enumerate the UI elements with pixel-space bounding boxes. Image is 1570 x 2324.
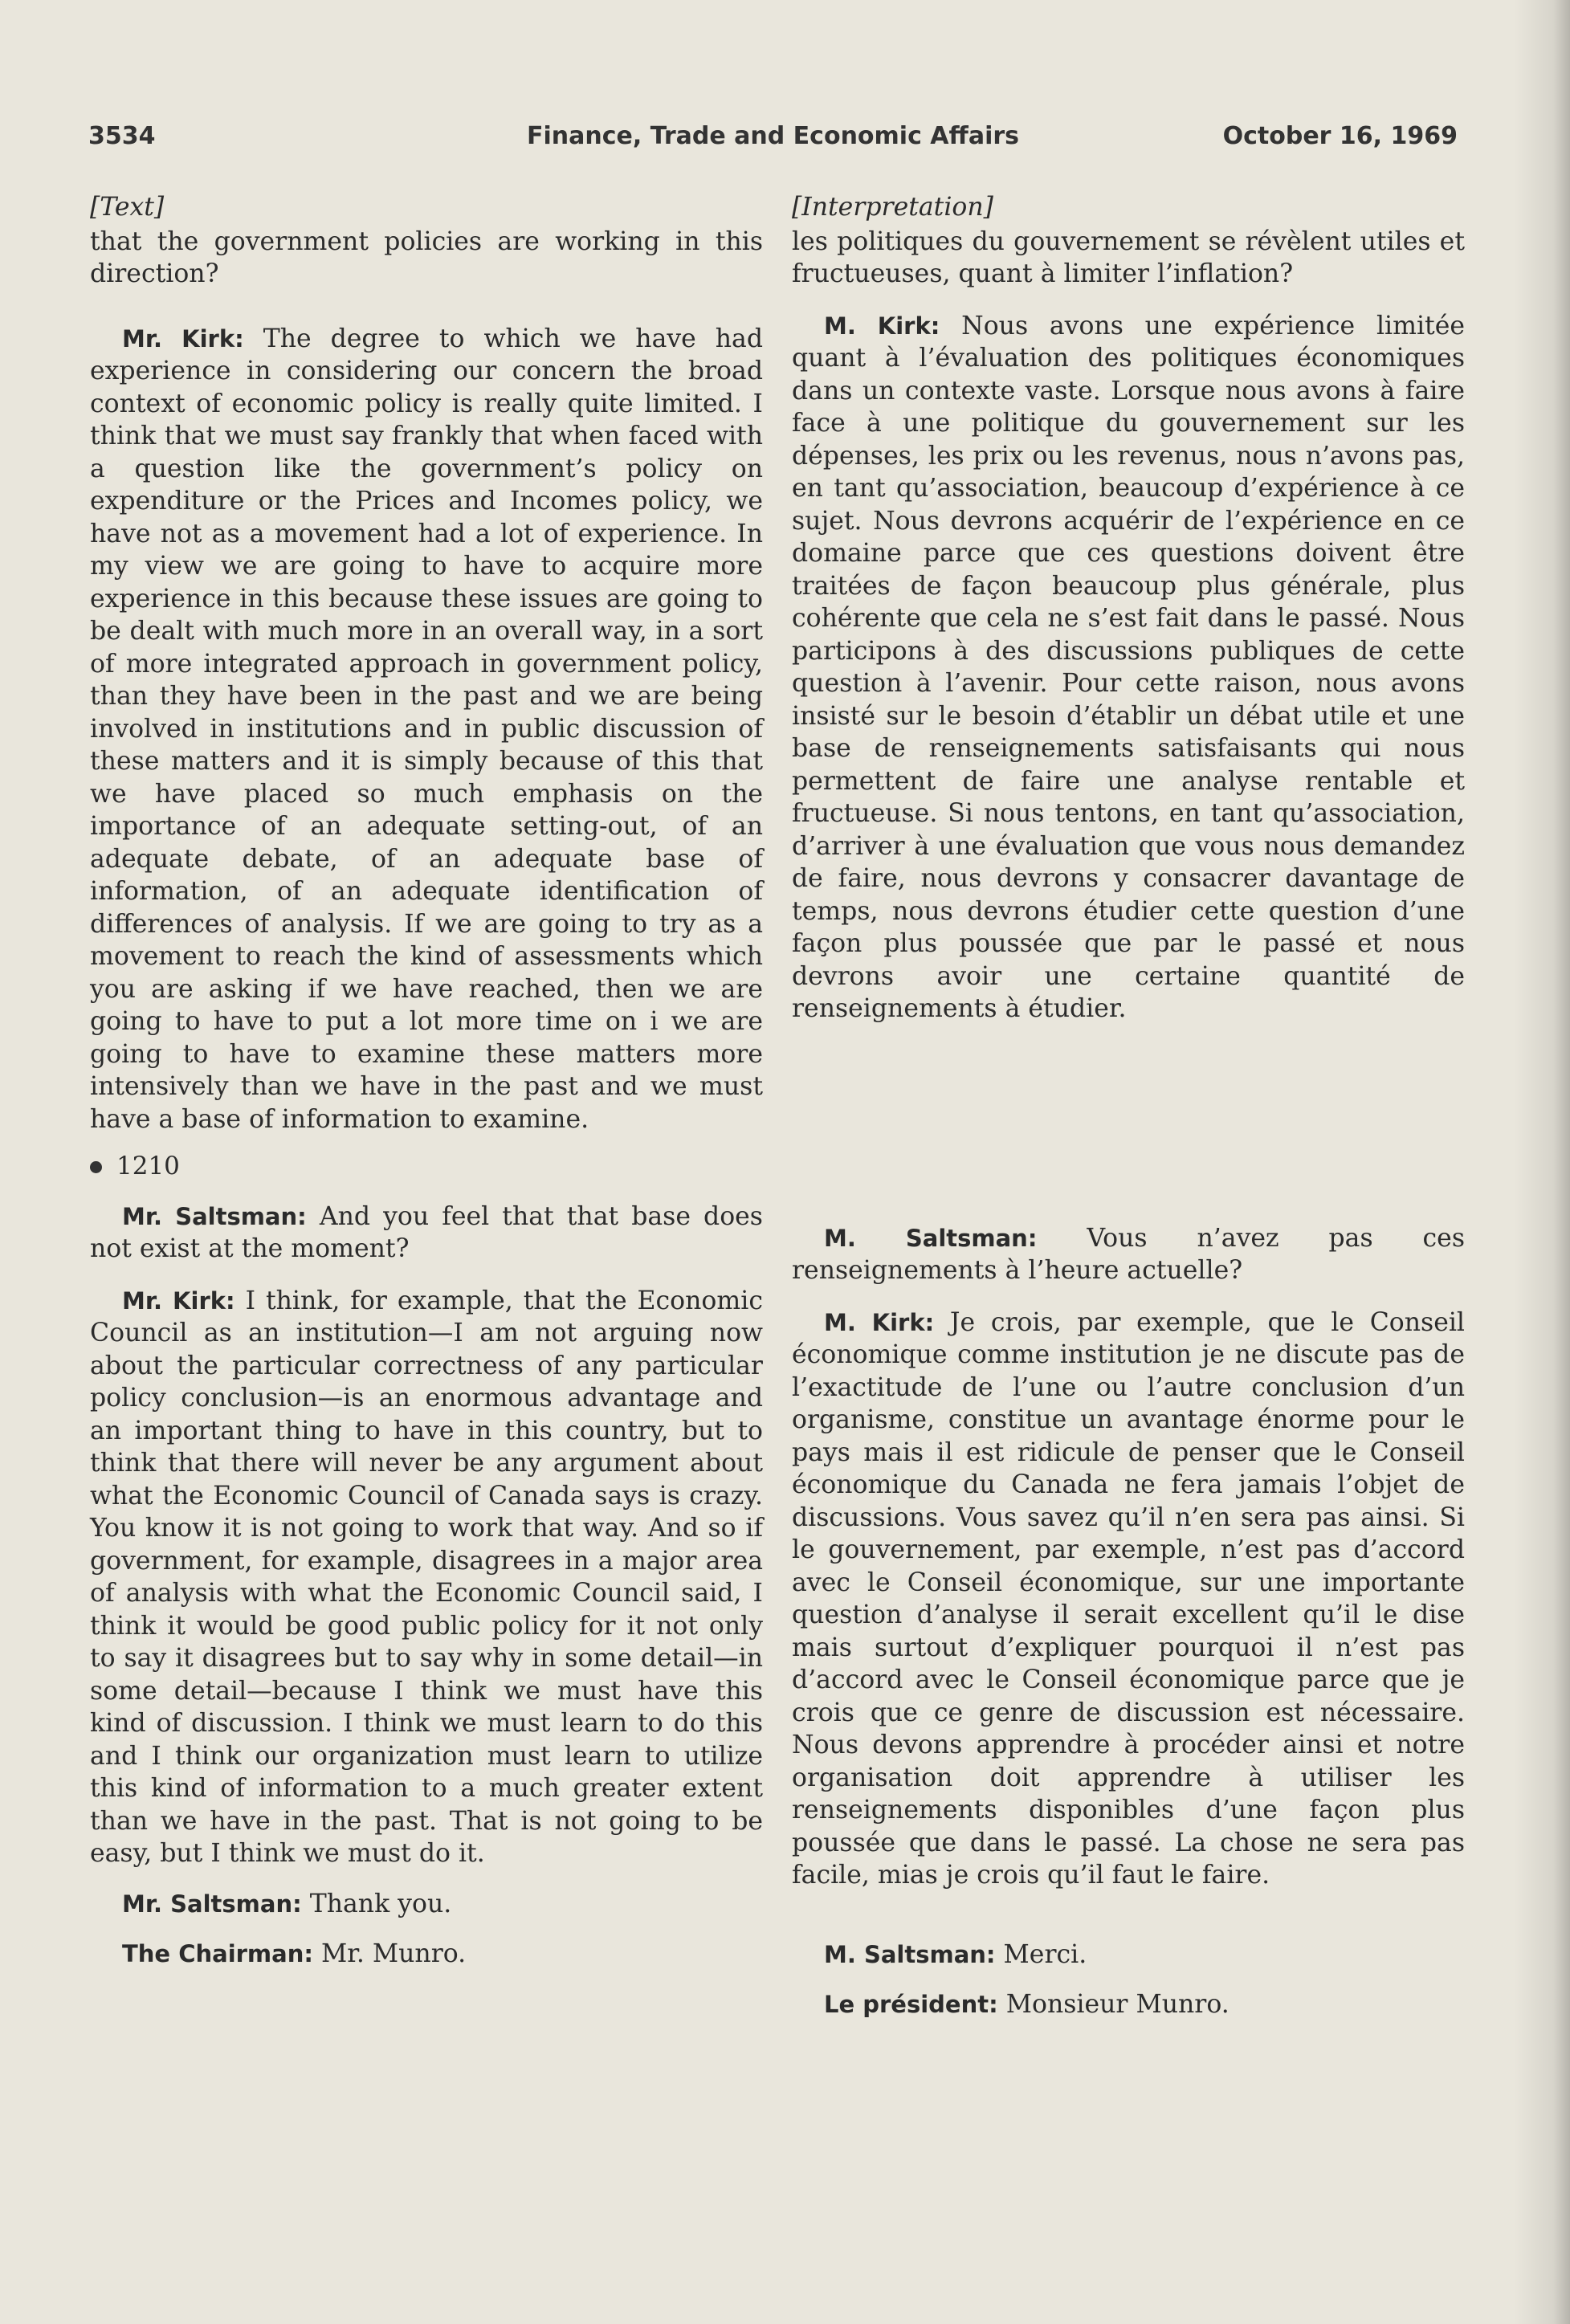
- speaker-name: Mr. Kirk:: [122, 324, 244, 353]
- french-column: [792, 191, 1465, 2021]
- speaker-name: Mr. Kirk:: [122, 1286, 235, 1315]
- time-marker-text: 1210: [116, 1152, 180, 1180]
- speech-saltsman-2: [792, 1939, 1465, 1971]
- speech-kirk-1: [90, 323, 763, 1136]
- speech-text: Monsieur Munro.: [1005, 1990, 1229, 2019]
- header-date: October 16, 1969: [1222, 122, 1458, 150]
- speaker-name: M. Kirk:: [824, 312, 940, 340]
- speech-saltsman-1: [90, 1201, 763, 1266]
- speaker-name: M. Kirk:: [824, 1308, 935, 1336]
- speech-text: And you feel that that base does not exist at the moment?: [90, 1201, 763, 1263]
- speaker-name: The Chairman:: [122, 1940, 313, 1967]
- speech-chairman: [792, 1988, 1465, 2021]
- speech-kirk-1: [792, 310, 1465, 1025]
- english-column: [90, 191, 763, 1971]
- bullet-icon: [90, 1161, 102, 1173]
- speech-kirk-2: [792, 1307, 1465, 1892]
- intro-paragraph: that the government policies are working in this direction?: [90, 226, 763, 288]
- speech-text: Thank you.: [309, 1889, 452, 1918]
- speaker-name: Mr. Saltsman:: [122, 1202, 307, 1230]
- page-edge-shadow: [1514, 0, 1570, 2324]
- speech-text: I think, for example, that the Economic Council as an institution—I am not arguing now about the particular correctness of any particular policy conclusion—is an enormous advantage and an important thing to have in this country, but to think that there will never be any argument about what the Economic Council of Canada says is crazy. You know it is not going to work that way. And so if government, for example, disagrees in a major area of analysis with what the Economic Council said, I think it would be good public policy for it not only to say it disagrees but to say why in some detail—in some detail—because I think we must have this kind of discussion. I think we must learn to do this and I think our organization must learn to utilize this kind of information to a much greater extent than we have in the past. That is not going to be easy, but I think we must do it.: [90, 1286, 763, 1868]
- speech-text: Nous avons une expérience limitée quant à l’évaluation des politiques économiques dans un contexte vaste. Lorsque nous avons à faire face à une politique du gouvernement sur les dépenses, les prix ou les revenus, nous n’avons pas, en tant qu’association, beaucoup d’expérience à ce sujet. Nous devrons acquérir de l’expérience en ce domaine parce que ces questions doivent être traitées de façon beaucoup plus générale, plus cohérente que cela ne s’est fait dans le passé. Nous participons à des discussions publiques de cette question à l’avenir. Pour cette raison, nous avons insisté sur le besoin d’établir un débat utile et une base de renseignements satisfaisants qui nous permettent de faire une analyse rentable et fructueuse. Si nous tentons, en tant qu’association, d’arriver à une évaluation que vous nous demandez de faire, nous devrons y consacrer davantage de temps, nous devrons étudier cette question d’une façon plus poussée que par le passé et nous devrons avoir une certaine quantité de renseignements à étudier.: [792, 311, 1465, 1023]
- page-number: 3534: [88, 122, 156, 150]
- speech-text: Vous n’avez pas ces renseignements à l’heure actuelle?: [792, 1223, 1465, 1285]
- speech-kirk-2: [90, 1285, 763, 1870]
- time-marker: [90, 1150, 763, 1183]
- speaker-name: M. Saltsman:: [824, 1224, 1038, 1252]
- speech-text: Merci.: [1003, 1939, 1087, 1969]
- column-label: [Text]: [90, 193, 165, 222]
- column-label: [Interpretation]: [792, 193, 993, 222]
- intro-paragraph: les politiques du gouvernement se révèlent utiles et fructueuses, quant à limiter l’inflation?: [792, 226, 1465, 288]
- speech-saltsman-1: [792, 1222, 1465, 1287]
- speaker-name: M. Saltsman:: [824, 1940, 996, 1968]
- speech-saltsman-2: [90, 1888, 763, 1921]
- speech-chairman: [90, 1938, 763, 1971]
- speech-text: The degree to which we have had experience in considering our concern the broad context of economic policy is really quite limited. I think that we must say frankly that when faced with a question like the government’s policy on expenditure or the Prices and Incomes policy, we have not as a movement had a lot of experience. In my view we are going to have to acquire more experience in this because these issues are going to be dealt with much more in an overall way, in a sort of more integrated approach in government policy, than they have been in the past and we are being involved in institutions and in public discussion of these matters and it is simply because of this that we have placed so much emphasis on the importance of an adequate setting-out, of an adequate debate, of an adequate base of information, of an adequate identification of differences of analysis. If we are going to try as a movement to reach the kind of assessments which you are asking if we have reached, then we are going to have to put a lot more time on i we are going to have to examine these matters more intensively than we have in the past and we must have a base of information to examine.: [90, 324, 763, 1134]
- speaker-name: Mr. Saltsman:: [122, 1890, 302, 1918]
- running-title: Finance, Trade and Economic Affairs: [526, 122, 1020, 150]
- speaker-name: Le président:: [824, 1991, 998, 2018]
- speech-text: Je crois, par exemple, que le Conseil économique comme institution je ne discute pas de l’exactitude de l’une ou l’autre conclusion d’un organisme, constitue un avantage énorme pour le pays mais il est ridicule de penser que le Conseil économique du Canada ne fera jamais l’objet de discussions. Vous savez qu’il n’en sera pas ainsi. Si le gouvernement, par exemple, n’est pas d’accord avec le Conseil économique, sur une importante question d’analyse il serait excellent qu’il le dise mais surtout d’expliquer pourquoi il n’est pas d’accord avec le Conseil économique parce que je crois que ce genre de discussion est nécessaire. Nous devons apprendre à procéder ainsi et notre organisation doit apprendre à utiliser les renseignements disponibles d’une façon plus poussée que dans le passé. La chose ne sera pas facile, mias je crois qu’il faut le faire.: [792, 1307, 1466, 1890]
- speech-text: Mr. Munro.: [320, 1939, 467, 1968]
- page-header: [88, 122, 1458, 159]
